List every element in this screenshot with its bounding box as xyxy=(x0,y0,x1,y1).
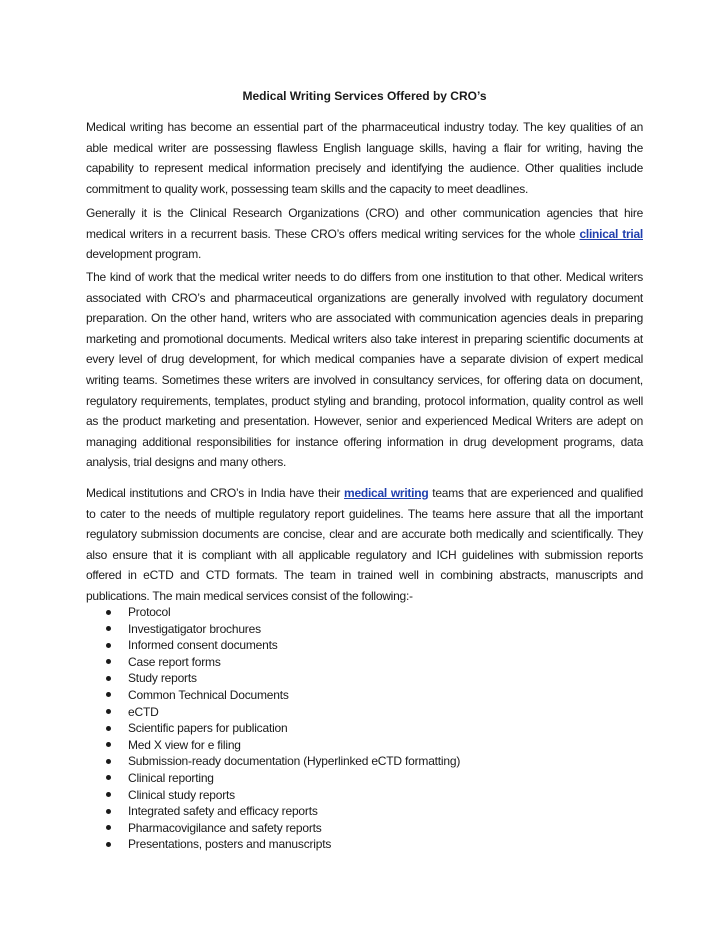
paragraph-india xyxy=(86,483,643,607)
list-item xyxy=(86,803,460,820)
paragraph-india-text-end: teams that are experienced and qualified to cater to the needs of multiple regulatory report guidelines. The teams here assure that all the important regulatory submission documents are concise, clear and are accurate both medically and scientifically. They also ensure that it is compliant with all applicable regulatory and ICH guidelines with submission reports offered in eCTD and CTD formats. The team in trained well in combining abstracts, manuscripts and publications. The main medical services consist of the following:- xyxy=(86,486,643,603)
list-item-label: Submission-ready documentation (Hyperlinked eCTD formatting) xyxy=(128,754,461,769)
bullet-icon xyxy=(106,759,111,764)
bullet-icon xyxy=(106,692,111,697)
list-item xyxy=(86,704,460,721)
list-item xyxy=(86,836,460,853)
bullet-icon xyxy=(106,842,111,847)
list-item-label: Clinical reporting xyxy=(128,770,214,785)
paragraph-intro: Medical writing has become an essential part of the pharmaceutical industry today. The key qualities of an able medical writer are possessing flawless English language skills, having a flair for writing, having the capability to represent medical information precisely and identifying the audience. Other qualities include commitment to quality work, possessing team skills and the capacity to meet deadlines. xyxy=(86,120,643,196)
bullet-icon xyxy=(106,792,111,797)
list-item xyxy=(86,687,460,704)
document-title: Medical Writing Services Offered by CRO’s xyxy=(242,89,487,103)
list-item-label: Common Technical Documents xyxy=(128,687,289,702)
medical-writing-link[interactable]: medical writing xyxy=(344,486,429,500)
paragraph-cro-text-end: development program. xyxy=(86,247,202,262)
bullet-icon xyxy=(106,676,111,681)
paragraph-cro xyxy=(86,203,643,265)
bullet-icon xyxy=(106,742,111,747)
list-item-label: Investigatigator brochures xyxy=(128,621,261,636)
list-item-label: Case report forms xyxy=(128,654,221,669)
list-item-label: Integrated safety and efficacy reports xyxy=(128,804,318,819)
paragraph-india-text: Medical institutions and CRO’s in India have their xyxy=(86,486,345,500)
list-item-label: Study reports xyxy=(128,671,197,686)
list-item-label: Informed consent documents xyxy=(128,638,278,653)
list-item xyxy=(86,753,460,770)
list-item-label: eCTD xyxy=(128,704,159,719)
bullet-icon xyxy=(106,726,111,731)
list-item xyxy=(86,770,460,787)
bullet-icon xyxy=(106,659,111,664)
list-item-label: Presentations, posters and manuscripts xyxy=(128,837,332,852)
bullet-icon xyxy=(106,709,111,714)
list-item xyxy=(86,637,460,654)
list-item xyxy=(86,621,460,638)
list-item-label: Clinical study reports xyxy=(128,787,235,802)
bullet-icon xyxy=(106,643,111,648)
list-item-label: Scientific papers for publication xyxy=(128,721,288,736)
paragraph-cro-text: Generally it is the Clinical Research Organizations (CRO) and other communication agencies that hire medical writers in a recurrent basis. These CRO’s offers medical writing services for the whole xyxy=(86,206,643,241)
services-list xyxy=(86,604,460,853)
clinical-trial-link[interactable]: clinical trial xyxy=(579,226,643,241)
bullet-icon xyxy=(106,775,111,780)
list-item xyxy=(86,670,460,687)
bullet-icon xyxy=(106,809,111,814)
list-item xyxy=(86,787,460,804)
list-item xyxy=(86,720,460,737)
bullet-icon xyxy=(106,825,111,830)
list-item xyxy=(86,654,460,671)
list-item-label: Protocol xyxy=(128,605,171,619)
list-item xyxy=(86,820,460,837)
list-item-label: Pharmacovigilance and safety reports xyxy=(128,820,322,835)
list-item xyxy=(86,604,460,621)
list-item-label: Med X view for e filing xyxy=(128,737,241,752)
paragraph-work: The kind of work that the medical writer needs to do differs from one institution to that other. Medical writers associated with CRO’s and pharmaceutical organizations are generally involved with regulatory document preparation. On the other hand, writers who are associated with communication agencies deals in preparing marketing and promotional documents. Medical writers also take interest in preparing scientific documents at every level of drug development, for which medical companies have a separate division of expert medical writing teams. Sometimes these writers are involved in consultancy services, for offering data on document, regulatory requirements, templates, product styling and branding, protocol information, quality control as well as the product marketing and presentation. However, senior and experienced Medical Writers are adept on managing additional responsibilities for instance offering information in drug development programs, data analysis, trial designs and many others. xyxy=(86,270,643,470)
bullet-icon xyxy=(106,610,111,615)
bullet-icon xyxy=(106,626,111,631)
list-item xyxy=(86,737,460,754)
